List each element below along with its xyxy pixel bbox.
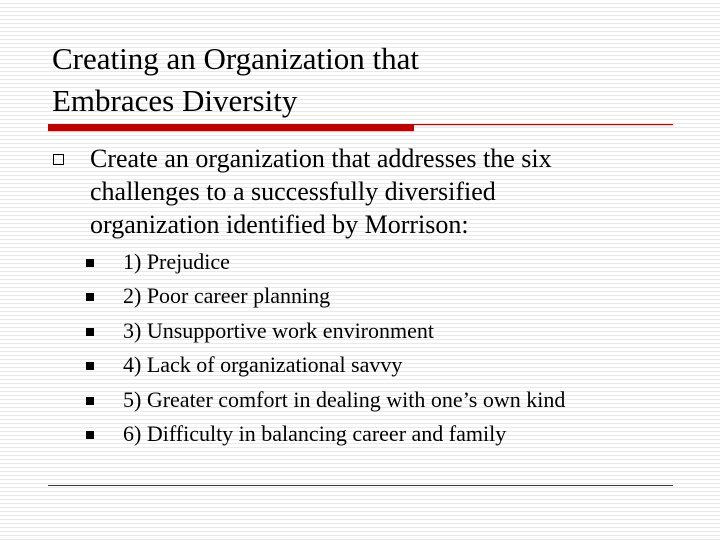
list-item [123, 383, 713, 417]
list-item [123, 417, 713, 451]
filled-square-bullet-icon [86, 362, 94, 370]
main-bullet-line-3: organization identified by Morrison: [90, 210, 469, 239]
filled-square-bullet-icon [86, 259, 94, 267]
main-bullet-line-2: challenges to a successfully diversified [90, 177, 496, 206]
filled-square-bullet-icon [86, 293, 94, 301]
main-bullet [90, 142, 680, 241]
title-line-2: Embraces Diversity [52, 83, 298, 118]
list-item-text: 2) Poor career planning [123, 283, 331, 309]
list-item [123, 314, 713, 348]
filled-square-bullet-icon [86, 431, 94, 439]
list-item [123, 279, 713, 313]
slide-title [52, 38, 672, 122]
list-item [123, 245, 713, 279]
list-item-text: 6) Difficulty in balancing career and family [123, 421, 507, 447]
title-line-1: Creating an Organization that [52, 41, 420, 76]
list-item-text: 5) Greater comfort in dealing with one’s own kind [123, 386, 566, 412]
list-item [123, 348, 713, 382]
filled-square-bullet-icon [86, 397, 94, 405]
filled-square-bullet-icon [86, 328, 94, 336]
list-item-text: 4) Lack of organizational savvy [123, 352, 403, 378]
hollow-square-bullet-icon [53, 154, 64, 165]
title-underline-accent [48, 124, 414, 131]
list-item-text: 1) Prejudice [123, 249, 230, 274]
footer-divider [48, 485, 673, 486]
list-item-text: 3) Unsupportive work environment [123, 317, 434, 343]
sub-bullet-list [123, 245, 713, 451]
main-bullet-line-1: Create an organization that addresses the six [90, 144, 552, 173]
